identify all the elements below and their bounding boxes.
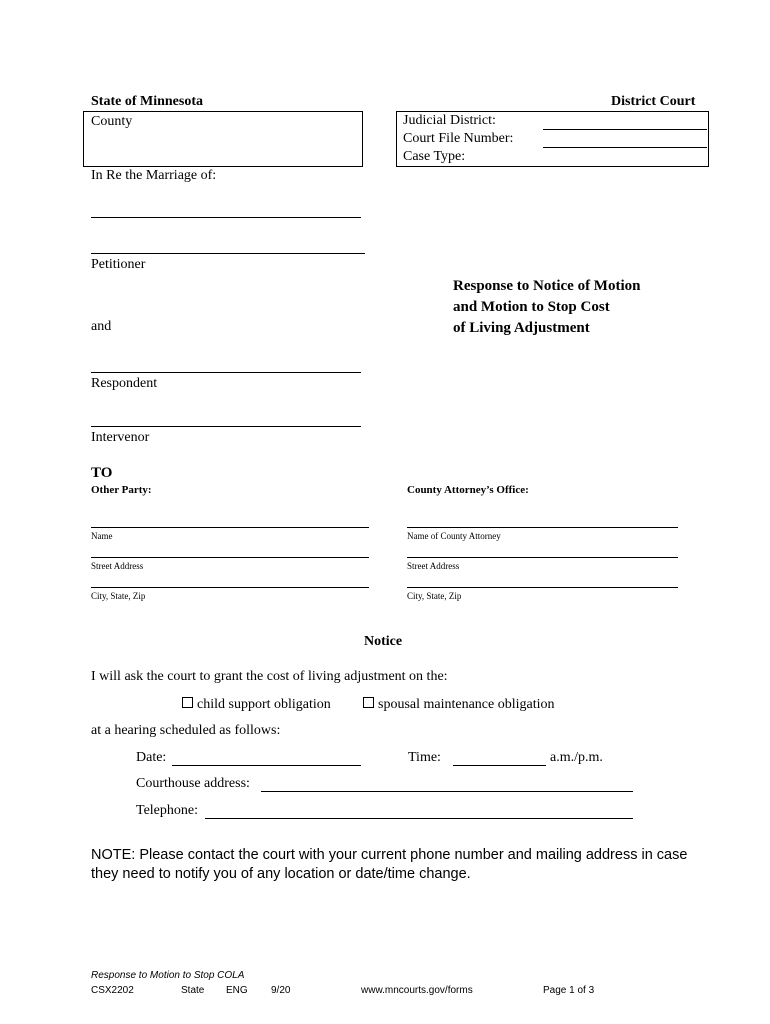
county-attorney-city-caption: City, State, Zip [407, 591, 462, 601]
court-label: District Court [611, 94, 696, 109]
respondent-label: Respondent [91, 376, 158, 391]
footer-language: ENG [226, 985, 248, 996]
county-attorney-label: County Attorney’s Office: [407, 484, 529, 496]
other-party-label: Other Party: [91, 484, 152, 496]
footer-code: CSX2202 [91, 985, 134, 996]
county-attorney-street-caption: Street Address [407, 561, 460, 571]
time-label: Time: [408, 750, 441, 765]
footer-state: State [181, 985, 205, 996]
county-attorney-name-field[interactable] [407, 527, 678, 528]
county-label: County [91, 114, 133, 129]
in-re-label: In Re the Marriage of: [91, 168, 217, 183]
hearing-label: at a hearing scheduled as follows: [91, 723, 281, 738]
other-party-name-caption: Name [91, 531, 113, 541]
state-label: State of Minnesota [91, 94, 203, 109]
county-box[interactable] [83, 111, 363, 167]
child-support-label: child support obligation [197, 697, 331, 712]
county-attorney-name-caption: Name of County Attorney [407, 531, 501, 541]
footer-form-title: Response to Motion to Stop COLA [91, 970, 245, 981]
case-info-box [396, 111, 709, 167]
time-field[interactable] [453, 765, 546, 766]
footer-url[interactable]: www.mncourts.gov/forms [361, 985, 473, 996]
judicial-district-field[interactable] [543, 129, 707, 130]
other-party-city-field[interactable] [91, 587, 369, 588]
party1-name-field[interactable] [91, 217, 361, 218]
other-party-name-field[interactable] [91, 527, 369, 528]
other-party-street-caption: Street Address [91, 561, 144, 571]
courthouse-address-label: Courthouse address: [136, 776, 250, 791]
date-field[interactable] [172, 765, 361, 766]
title-line-3: of Living Adjustment [453, 320, 590, 336]
intervenor-name-field[interactable] [91, 426, 361, 427]
other-party-city-caption: City, State, Zip [91, 591, 146, 601]
child-support-checkbox[interactable] [182, 697, 193, 708]
footer-date: 9/20 [271, 985, 291, 996]
petitioner-label: Petitioner [91, 257, 146, 272]
courthouse-address-field[interactable] [261, 791, 633, 792]
notice-intro: I will ask the court to grant the cost of living adjustment on the: [91, 669, 448, 684]
child-support-option[interactable] [182, 697, 331, 713]
spousal-maintenance-option[interactable] [363, 697, 555, 713]
spousal-maintenance-label: spousal maintenance obligation [378, 697, 555, 712]
footer-page-number: Page 1 of 3 [543, 985, 595, 996]
spousal-maintenance-checkbox[interactable] [363, 697, 374, 708]
ampm-label: a.m./p.m. [550, 750, 603, 765]
date-label: Date: [136, 750, 167, 765]
notice-heading: Notice [364, 634, 403, 649]
document-title [453, 276, 640, 339]
court-file-number-field[interactable] [543, 147, 707, 148]
to-label: TO [91, 465, 113, 481]
case-type-label: Case Type: [403, 149, 466, 164]
other-party-street-field[interactable] [91, 557, 369, 558]
intervenor-label: Intervenor [91, 430, 150, 445]
title-line-2: and Motion to Stop Cost [453, 299, 610, 315]
telephone-field[interactable] [205, 818, 633, 819]
and-label: and [91, 319, 112, 334]
respondent-name-field[interactable] [91, 372, 361, 373]
note-text: NOTE: Please contact the court with your current phone number and mailing address in case they need to notify you of any location or date/time change. [91, 847, 688, 882]
telephone-label: Telephone: [136, 803, 198, 818]
title-line-1: Response to Notice of Motion [453, 278, 641, 294]
judicial-district-label: Judicial District: [403, 113, 496, 128]
party1-name-field-2[interactable] [91, 253, 365, 254]
county-attorney-city-field[interactable] [407, 587, 678, 588]
court-file-number-label: Court File Number: [403, 131, 514, 146]
county-attorney-street-field[interactable] [407, 557, 678, 558]
